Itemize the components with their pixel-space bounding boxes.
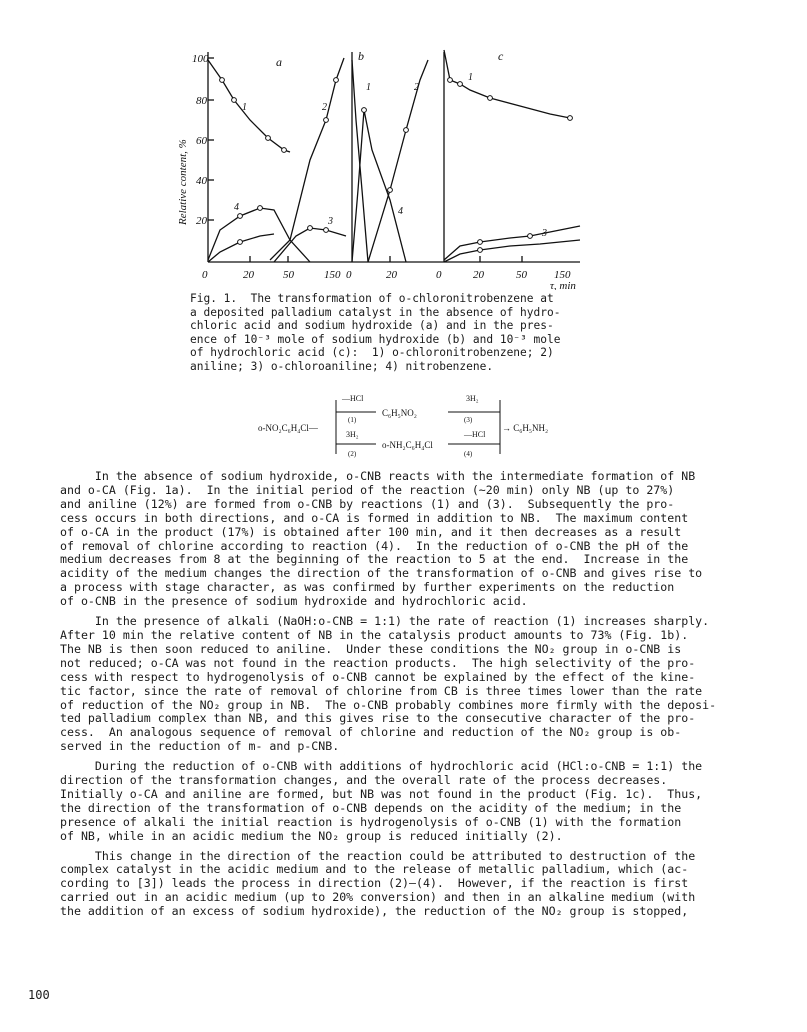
y-tick: 100 [192, 53, 209, 65]
scheme-reagent: —HCl [464, 430, 486, 439]
body-text [60, 470, 750, 925]
x-tick: 150 [554, 269, 571, 281]
curve-b-4 [352, 110, 406, 262]
marker [458, 82, 463, 87]
marker [238, 214, 243, 219]
scheme-reagent: —HCl [342, 394, 364, 403]
text-line: This change in the direction of the reaction could be attributed to destruction of the [60, 848, 696, 863]
curve-a-1 [208, 60, 290, 152]
scheme-number: (2) [348, 450, 357, 458]
text-line: cording to [3]) leads the process in direction (2)—(4). However, if the reaction is first [60, 876, 689, 891]
curve-label-1: 1 [242, 102, 247, 113]
curve-label-4: 4 [398, 206, 403, 217]
text-line: carried out in an acidic medium (up to 20% conversion) and then in an alkaline medium (with [60, 890, 696, 905]
scheme-reagent: 3H₂ [466, 394, 479, 403]
x-tick: 50 [283, 269, 294, 281]
panel-label-c: c [498, 49, 504, 63]
marker [478, 248, 483, 253]
caption-line: Fig. 1. The transformation of o-chloronitrobenzene at [190, 292, 554, 305]
y-axis-label: Relative content, % [177, 139, 189, 225]
x-tick: 0 [346, 269, 352, 281]
text-line: the addition of an excess of sodium hydroxide), the reduction of the NO₂ group is stopped, [60, 904, 689, 919]
marker [448, 78, 453, 83]
marker [324, 118, 329, 123]
text-line: direction of the transformation changes, and the overall rate of the process decreases. [60, 773, 668, 788]
figure-1 [150, 40, 590, 290]
curve-label-4: 4 [234, 202, 239, 213]
x-tick: 20 [386, 269, 397, 281]
marker [266, 136, 271, 141]
curve-c-3 [444, 226, 580, 260]
marker [388, 188, 393, 193]
text-line: acidity of the medium changes the direction of the transformation of o-CNB and gives rise to [60, 566, 703, 581]
figure-axes [208, 52, 580, 262]
scheme-number: (1) [348, 416, 357, 424]
text-line: presence of alkali the initial reaction is hydrogenolysis of o-CNB (1) with the formation [60, 814, 682, 829]
text-line: medium decreases from 8 at the beginning of the reaction to 5 at the end. Increase in the [60, 552, 689, 567]
marker [220, 78, 225, 83]
marker [528, 234, 533, 239]
paragraph [60, 470, 750, 609]
text-line: After 10 min the relative content of NB in the catalysis product amounts to 73% (Fig. 1b). [60, 627, 689, 642]
marker [258, 206, 263, 211]
marker [404, 128, 409, 133]
x-tick: 150 [324, 269, 341, 281]
curve-label-1: 1 [366, 82, 371, 93]
marker [232, 98, 237, 103]
text-line: Initially o-CA and aniline are formed, but NB was not found in the product (Fig. 1c). Thus, [60, 786, 703, 801]
text-line: and o-CA (Fig. 1a). In the initial period of the reaction (~20 min) only NB (up to 27%) [60, 482, 675, 497]
text-line: a process with stage character, as was confirmed by further experiments on the reduction [60, 580, 675, 595]
paragraph [60, 850, 750, 920]
curve-label-2: 2 [322, 102, 327, 113]
panel-label-b: b [358, 49, 364, 63]
caption-line: ence of 10⁻³ mole of sodium hydroxide (b) and 10⁻³ mole [190, 332, 561, 346]
text-line: cess with respect to hydrogenolysis of o-CNB cannot be explained by the effect of the kine- [60, 669, 696, 684]
marker [334, 78, 339, 83]
paragraph [60, 760, 750, 843]
scheme-product: → C₆H₅NH₂ [502, 423, 549, 433]
x-tick-labels [202, 269, 571, 281]
caption-line: a deposited palladium catalyst in the absence of hydro- [190, 305, 561, 319]
curve-label-2: 2 [414, 82, 419, 93]
curve-a-4 [208, 208, 310, 262]
x-axis-unit: τ, min [550, 280, 576, 290]
curve-label-3: 3 [542, 228, 547, 239]
text-line: In the presence of alkali (NaOH:o-CNB = 1:1) the rate of reaction (1) increases sharply. [60, 614, 710, 629]
marker [568, 116, 573, 121]
scheme-number: (3) [464, 416, 473, 424]
marker [238, 240, 243, 245]
x-tick: 20 [473, 269, 484, 281]
scheme-intermediate: C₆H₅NO₂ [382, 408, 417, 418]
curve-a-1-lower [208, 234, 274, 262]
marker [282, 148, 287, 153]
curve-label-1: 1 [468, 72, 473, 83]
scheme-number: (4) [464, 450, 473, 458]
page-number: 100 [28, 988, 50, 1002]
text-line: In the absence of sodium hydroxide, o-CNB reacts with the intermediate formation of NB [60, 469, 696, 483]
marker [478, 240, 483, 245]
text-line: not reduced; o-CA was not found in the reaction products. The high selectivity of the pro- [60, 655, 696, 670]
text-line: cess occurs in both directions, and o-CA is formed in addition to NB. The maximum content [60, 510, 689, 525]
caption-line: of hydrochloric acid (c): 1) o-chloronitrobenzene; 2) [190, 346, 554, 360]
marker [308, 226, 313, 231]
figure-caption [190, 292, 630, 374]
paragraph [60, 615, 750, 754]
text-line: ted palladium complex than NB, and this gives rise to the consecutive character of the pro- [60, 711, 696, 726]
x-tick: 50 [516, 269, 527, 281]
curve-c-2 [444, 240, 580, 262]
x-tick: 20 [243, 269, 254, 281]
text-line: the direction of the transformation of o-CNB depends on the acidity of the medium; in the [60, 800, 682, 815]
text-line: of removal of chlorine according to reaction (4). In the reduction of o-CNB the pH of the [60, 538, 689, 553]
y-tick: 40 [196, 175, 207, 187]
text-line: of reduction of the NO₂ group in NB. The o-CNB probably combines more firmly with the deposi- [60, 697, 717, 712]
text-line: of NB, while in an acidic medium the NO₂ group is reduced initially (2). [60, 828, 563, 843]
y-tick: 60 [196, 135, 207, 147]
caption-line: chloric acid and sodium hydroxide (a) and in the pres- [190, 319, 554, 333]
x-tick: 0 [436, 269, 442, 281]
y-tick: 80 [196, 95, 207, 107]
y-tick: 20 [196, 215, 207, 227]
scheme-intermediate: o-NH₂C₆H₄Cl [382, 440, 433, 450]
text-line: During the reduction of o-CNB with additions of hydrochloric acid (HCl:o-CNB = 1:1) the [60, 759, 703, 774]
x-tick: 0 [202, 269, 208, 281]
y-tick-labels [192, 53, 209, 227]
curve-label-3: 3 [328, 216, 333, 227]
text-line: of o-CA in the product (17%) is obtained after 100 min, and it then decreases as a result [60, 524, 682, 539]
text-line: served in the reduction of m- and p-CNB. [60, 739, 340, 754]
text-line: of o-CNB in the presence of sodium hydroxide and hydrochloric acid. [60, 594, 528, 609]
scheme-reactant: o-NO₂C₆H₄Cl— [258, 423, 318, 433]
scheme-reagent: 3H₂ [346, 430, 359, 439]
marker [324, 228, 329, 233]
text-line: tic factor, since the rate of removal of chlorine from CB is three times lower than the rate [60, 683, 703, 698]
marker [362, 108, 367, 113]
text-line: The NB is then soon reduced to aniline. Under these conditions the NO₂ group in o-CNB is [60, 641, 682, 656]
caption-line: aniline; 3) o-chloroaniline; 4) nitrobenzene. [190, 359, 494, 373]
reaction-scheme [258, 392, 578, 462]
marker [488, 96, 493, 101]
text-line: complex catalyst in the acidic medium and to the release of metallic palladium, which (ac- [60, 862, 689, 877]
text-line: cess. An analogous sequence of removal of chlorine and reduction of the NO₂ group is ob- [60, 725, 682, 740]
text-line: and aniline (12%) are formed from o-CNB by reactions (1) and (3). Subsequently the pro- [60, 496, 675, 511]
panel-label-a: a [276, 55, 282, 69]
